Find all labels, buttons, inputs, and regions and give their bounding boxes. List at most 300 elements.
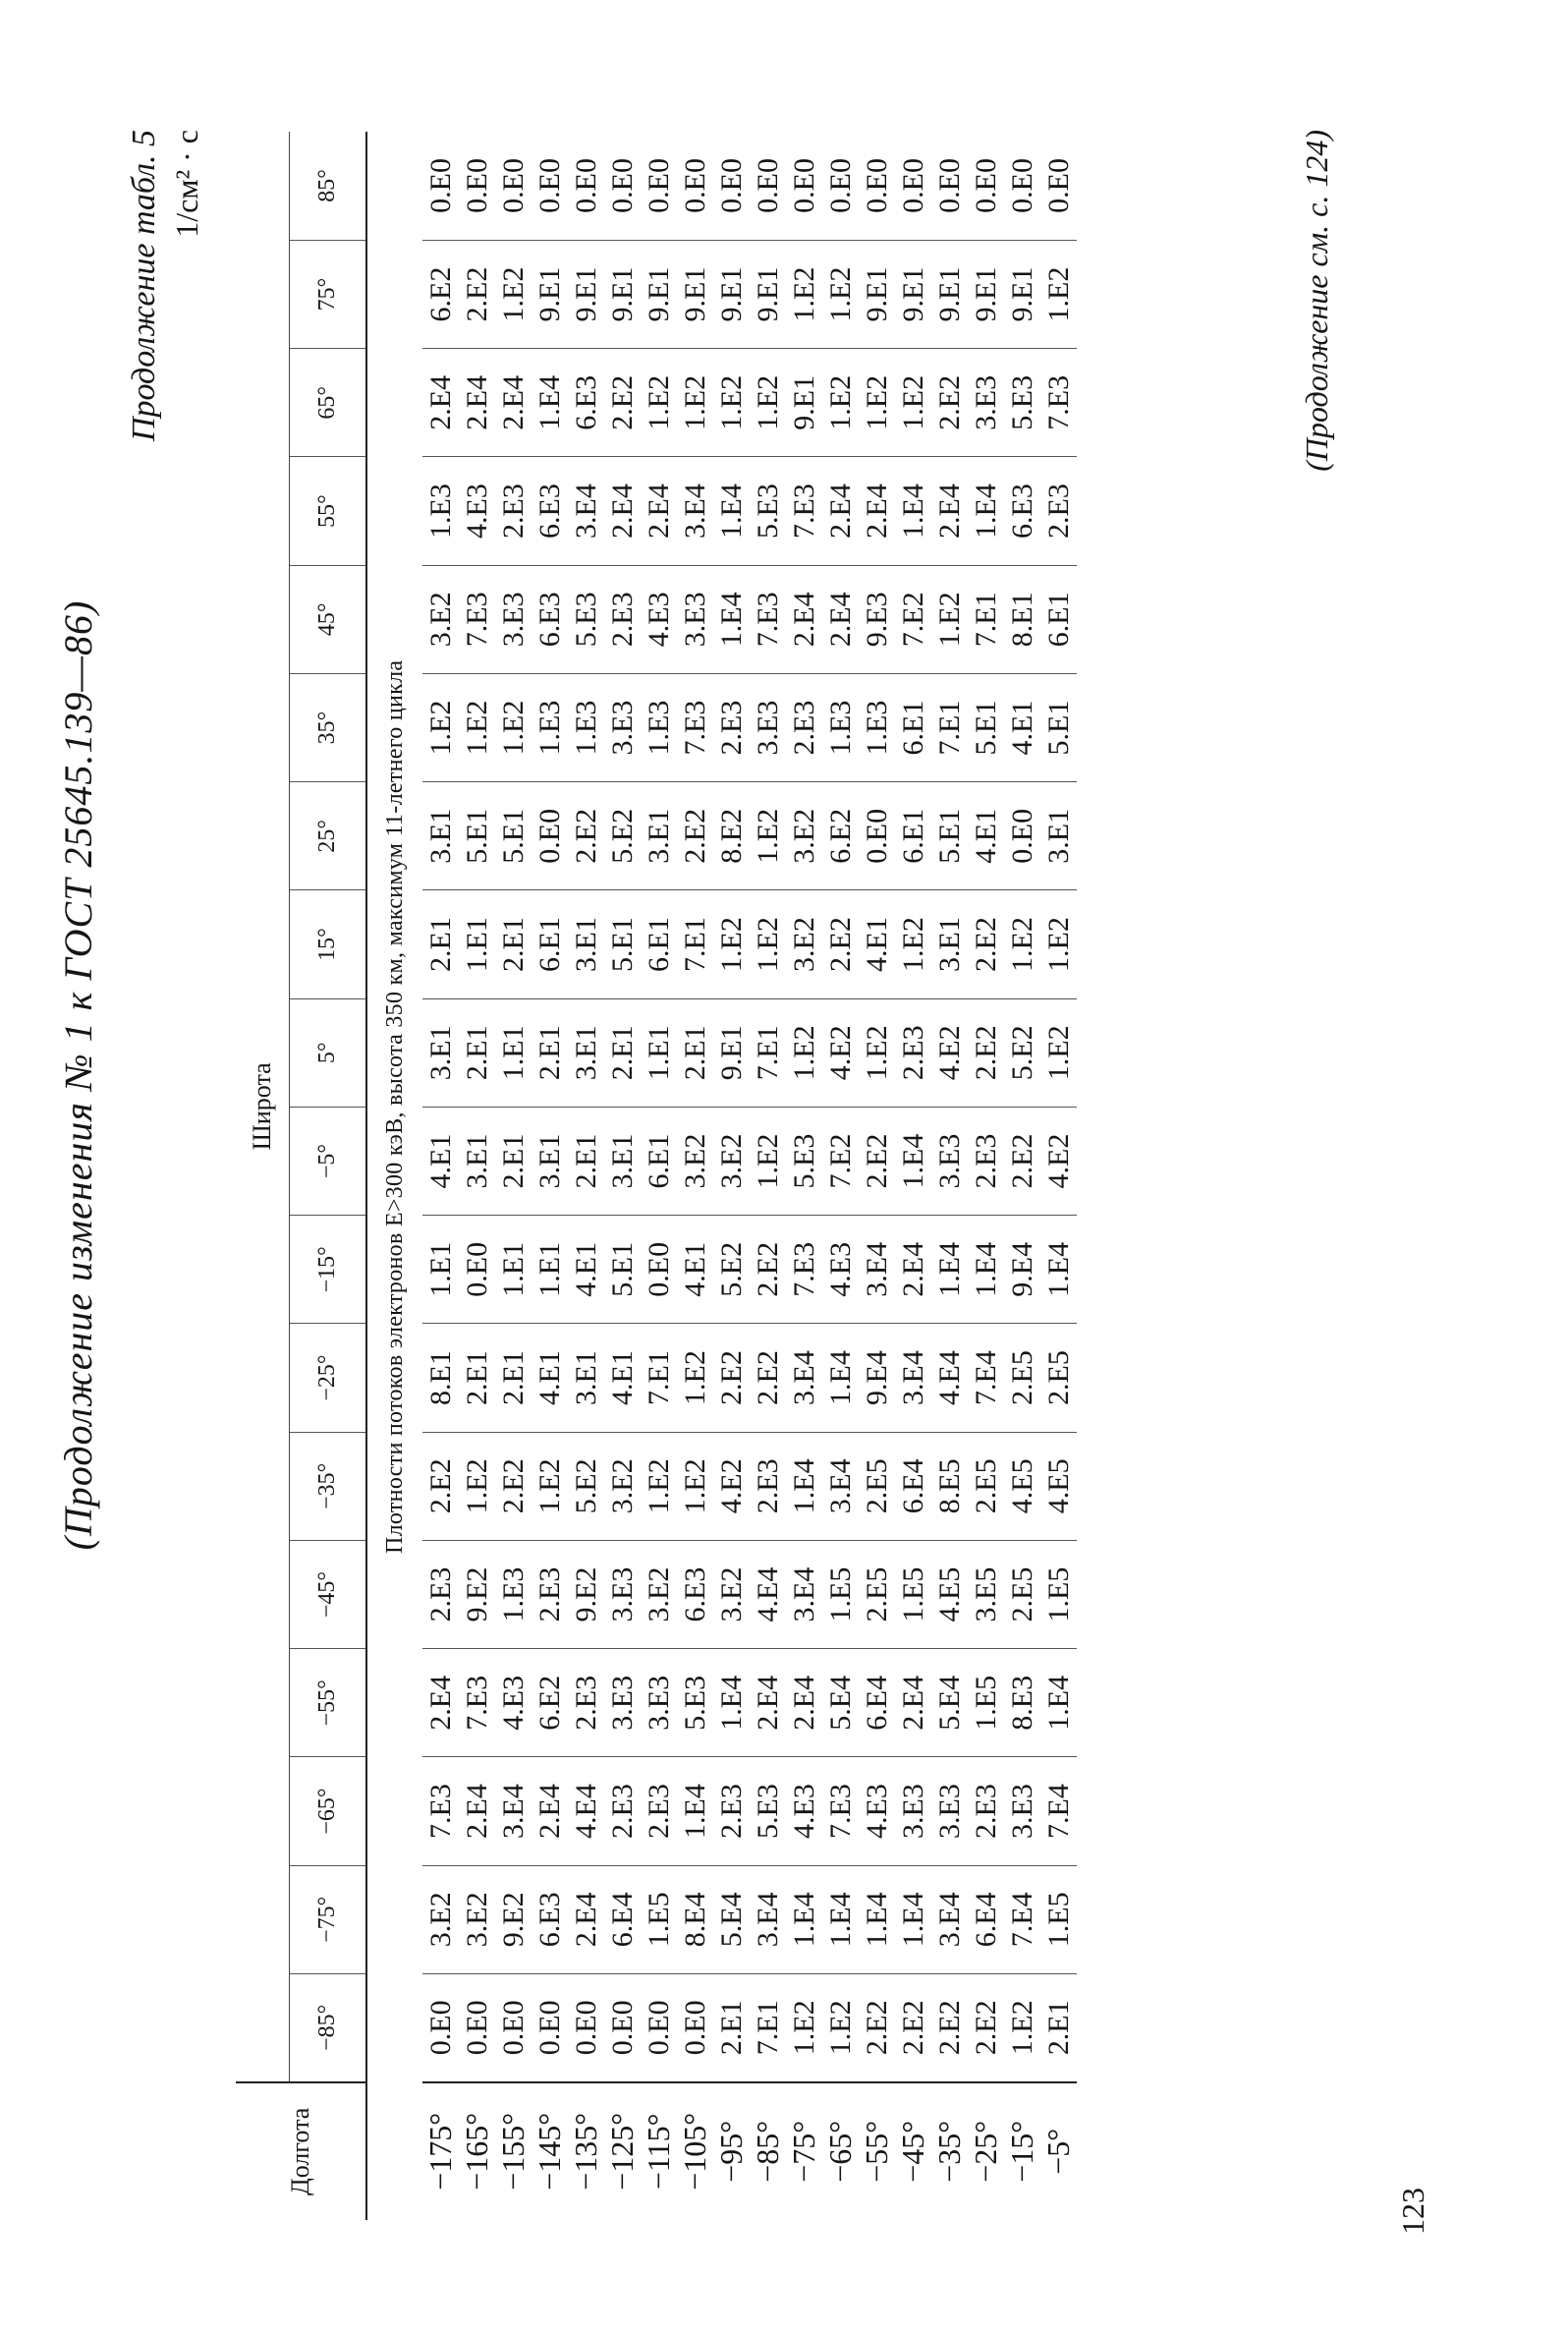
flux-value-cell: 5.E3: [750, 1757, 786, 1865]
flux-value-cell: 2.E4: [495, 349, 532, 457]
flux-value-cell: 7.E3: [786, 1216, 822, 1324]
flux-value-cell: 0.E0: [641, 1216, 677, 1324]
flux-value-cell: 3.E2: [459, 1865, 495, 1973]
page-number: 123: [1395, 2188, 1430, 2235]
flux-value-cell: 3.E3: [604, 673, 641, 781]
longitude-cell: −135°: [568, 2082, 604, 2220]
table-row: [422, 132, 459, 2220]
flux-value-cell: 2.E2: [713, 1324, 750, 1432]
flux-value-cell: 1.E4: [822, 1324, 859, 1432]
flux-value-cell: 3.E1: [568, 890, 604, 998]
flux-value-cell: 3.E3: [604, 1540, 641, 1648]
flux-value-cell: 2.E3: [568, 1649, 604, 1757]
flux-value-cell: 2.E4: [750, 1649, 786, 1757]
flux-value-cell: 0.E0: [568, 1973, 604, 2081]
flux-value-cell: 6.E1: [532, 890, 568, 998]
table-row: [786, 132, 822, 2220]
longitude-cell: −65°: [822, 2082, 859, 2220]
flux-value-cell: 2.E2: [895, 1973, 931, 2081]
table-row: [931, 132, 968, 2220]
longitude-cell: −55°: [859, 2082, 895, 2220]
flux-value-cell: 1.E2: [786, 240, 822, 348]
flux-value-cell: 1.E4: [968, 457, 1004, 565]
flux-value-cell: 3.E1: [931, 890, 968, 998]
table-row: [568, 132, 604, 2220]
flux-value-cell: 3.E3: [604, 1649, 641, 1757]
flux-value-cell: 4.E3: [822, 1216, 859, 1324]
flux-value-cell: 4.E1: [422, 1107, 459, 1215]
flux-value-cell: 4.E1: [859, 890, 895, 998]
flux-value-cell: 4.E5: [931, 1540, 968, 1648]
flux-value-cell: 4.E4: [750, 1540, 786, 1648]
flux-value-cell: 1.E5: [1040, 1540, 1077, 1648]
flux-value-cell: 7.E3: [677, 673, 713, 781]
latitude-header: Широта: [236, 132, 290, 2082]
flux-value-cell: 3.E3: [931, 1107, 968, 1215]
flux-value-cell: 1.E2: [532, 1432, 568, 1540]
table-row: [750, 132, 786, 2220]
longitude-cell: −175°: [422, 2082, 459, 2220]
flux-value-cell: 0.E0: [970, 158, 1002, 213]
flux-value-cell: 6.E3: [532, 565, 568, 673]
latitude-col-header: 65°: [290, 349, 366, 457]
latitude-col-header: −35°: [290, 1432, 366, 1540]
longitude-cell: −25°: [968, 2082, 1004, 2220]
flux-value-cell: 1.E3: [532, 673, 568, 781]
flux-value-cell: 2.E4: [532, 1757, 568, 1865]
flux-value-cell: 2.E1: [1040, 1973, 1077, 2081]
flux-value-cell: 3.E1: [568, 998, 604, 1107]
flux-value-cell: 1.E2: [859, 349, 895, 457]
latitude-col-header: 75°: [290, 240, 366, 348]
flux-value-cell: 0.E0: [495, 1973, 532, 2081]
longitude-cell: −105°: [677, 2082, 713, 2220]
flux-value-cell: 1.E4: [677, 1757, 713, 1865]
flux-value-cell: 1.E4: [713, 1649, 750, 1757]
flux-value-cell: 5.E3: [568, 565, 604, 673]
flux-value-cell: 2.E3: [713, 1757, 750, 1865]
flux-value-cell: 1.E1: [459, 890, 495, 998]
table-continuation-label: Продолжение табл. 5: [126, 130, 162, 442]
flux-value-cell: 7.E3: [459, 1649, 495, 1757]
flux-value-cell: 7.E1: [750, 998, 786, 1107]
flux-value-cell: 4.E3: [859, 1757, 895, 1865]
flux-value-cell: 2.E2: [495, 1432, 532, 1540]
flux-value-cell: 1.E2: [641, 1432, 677, 1540]
flux-value-cell: 3.E1: [641, 782, 677, 890]
flux-value-cell: 8.E3: [1004, 1649, 1040, 1757]
flux-value-cell: 2.E2: [931, 349, 968, 457]
flux-value-cell: 7.E4: [1040, 1757, 1077, 1865]
flux-value-cell: 2.E1: [459, 1324, 495, 1432]
flux-value-cell: 2.E4: [859, 457, 895, 565]
longitude-header: Долгота: [236, 2082, 366, 2220]
latitude-col-header: 5°: [290, 998, 366, 1107]
flux-value-cell: 0.E0: [861, 158, 893, 213]
flux-value-cell: 4.E4: [568, 1757, 604, 1865]
flux-value-cell: 2.E1: [459, 998, 495, 1107]
flux-value-cell: 0.E0: [897, 158, 929, 213]
flux-value-cell: 2.E4: [822, 565, 859, 673]
flux-value-cell: 2.E5: [1004, 1540, 1040, 1648]
flux-value-cell: 0.E0: [1006, 158, 1038, 213]
flux-value-cell: 2.E1: [495, 890, 532, 998]
flux-value-cell: 1.E2: [822, 349, 859, 457]
flux-value-cell: 0.E0: [859, 782, 895, 890]
flux-value-cell: 3.E3: [931, 1757, 968, 1865]
flux-value-cell: 2.E4: [422, 1649, 459, 1757]
flux-value-cell: 9.E1: [750, 240, 786, 348]
flux-value-cell: 1.E4: [968, 1216, 1004, 1324]
flux-value-cell: 6.E1: [895, 673, 931, 781]
flux-value-cell: 3.E1: [1040, 782, 1077, 890]
flux-value-cell: 3.E3: [968, 349, 1004, 457]
flux-value-cell: 6.E1: [895, 782, 931, 890]
flux-value-cell: 1.E3: [568, 673, 604, 781]
flux-value-cell: 1.E3: [641, 673, 677, 781]
flux-value-cell: 1.E5: [968, 1649, 1004, 1757]
flux-value-cell: 6.E4: [968, 1865, 1004, 1973]
flux-value-cell: 1.E1: [532, 1216, 568, 1324]
flux-value-cell: 2.E4: [786, 1649, 822, 1757]
flux-value-cell: 0.E0: [643, 158, 675, 213]
flux-value-cell: 7.E1: [677, 890, 713, 998]
flux-value-cell: 3.E1: [422, 782, 459, 890]
flux-value-cell: 1.E2: [677, 1432, 713, 1540]
flux-value-cell: 1.E2: [677, 1324, 713, 1432]
electron-flux-table: [236, 132, 1077, 2220]
flux-value-cell: 8.E1: [422, 1324, 459, 1432]
flux-value-cell: 2.E3: [713, 673, 750, 781]
flux-value-cell: 2.E2: [968, 1973, 1004, 2081]
flux-value-cell: 8.E1: [1004, 565, 1040, 673]
flux-value-cell: 2.E2: [859, 1973, 895, 2081]
flux-value-cell: 3.E1: [459, 1107, 495, 1215]
flux-value-cell: 1.E2: [822, 1973, 859, 2081]
flux-value-cell: 3.E2: [641, 1540, 677, 1648]
flux-value-cell: 2.E2: [568, 782, 604, 890]
longitude-cell: −85°: [750, 2082, 786, 2220]
flux-value-cell: 5.E3: [1004, 349, 1040, 457]
flux-value-cell: 6.E3: [532, 457, 568, 565]
flux-value-cell: 0.E0: [422, 1973, 459, 2081]
table-row: [459, 132, 495, 2220]
flux-value-cell: 3.E1: [422, 998, 459, 1107]
flux-value-cell: 6.E1: [641, 890, 677, 998]
flux-value-cell: 7.E4: [968, 1324, 1004, 1432]
table-row: [641, 132, 677, 2220]
flux-value-cell: 1.E3: [859, 673, 895, 781]
flux-value-cell: 2.E2: [968, 890, 1004, 998]
longitude-cell: −155°: [495, 2082, 532, 2220]
flux-value-cell: 9.E1: [713, 240, 750, 348]
flux-value-cell: 2.E1: [422, 890, 459, 998]
flux-value-cell: 0.E0: [1042, 158, 1075, 213]
flux-value-cell: 1.E2: [1004, 890, 1040, 998]
flux-value-cell: 2.E4: [604, 457, 641, 565]
flux-value-cell: 3.E3: [495, 565, 532, 673]
flux-value-cell: 2.E4: [641, 457, 677, 565]
flux-value-cell: 9.E1: [968, 240, 1004, 348]
flux-value-cell: 1.E4: [786, 1865, 822, 1973]
flux-value-cell: 1.E2: [495, 673, 532, 781]
flux-value-cell: 2.E3: [786, 673, 822, 781]
flux-value-cell: 2.E4: [822, 457, 859, 565]
section-spacer: [366, 2082, 422, 2220]
flux-value-cell: 3.E4: [495, 1757, 532, 1865]
flux-value-cell: 6.E4: [895, 1432, 931, 1540]
flux-value-cell: 2.E2: [459, 240, 495, 348]
flux-value-cell: 7.E3: [750, 565, 786, 673]
flux-value-cell: 1.E4: [895, 457, 931, 565]
flux-value-cell: 6.E3: [677, 1540, 713, 1648]
flux-value-cell: 2.E1: [568, 1107, 604, 1215]
flux-value-cell: 2.E3: [604, 565, 641, 673]
flux-value-cell: 6.E3: [1004, 457, 1040, 565]
flux-value-cell: 9.E1: [859, 240, 895, 348]
latitude-col-header: −45°: [290, 1540, 366, 1648]
flux-value-cell: 8.E2: [713, 782, 750, 890]
flux-value-cell: 2.E3: [895, 998, 931, 1107]
latitude-col-header: 25°: [290, 782, 366, 890]
flux-value-cell: 9.E1: [713, 998, 750, 1107]
flux-value-cell: 7.E2: [822, 1107, 859, 1215]
flux-value-cell: 1.E2: [750, 782, 786, 890]
flux-value-cell: 9.E1: [895, 240, 931, 348]
flux-value-cell: 2.E5: [859, 1540, 895, 1648]
latitude-col-header: 45°: [290, 565, 366, 673]
flux-value-cell: 1.E4: [1040, 1216, 1077, 1324]
flux-value-cell: 1.E2: [1040, 240, 1077, 348]
flux-value-cell: 7.E3: [786, 457, 822, 565]
flux-value-cell: 7.E1: [641, 1324, 677, 1432]
flux-value-cell: 2.E1: [604, 998, 641, 1107]
flux-value-cell: 6.E4: [859, 1649, 895, 1757]
flux-value-cell: 1.E2: [931, 565, 968, 673]
flux-value-cell: 7.E3: [822, 1757, 859, 1865]
flux-value-cell: 7.E3: [422, 1757, 459, 1865]
flux-value-cell: 1.E5: [641, 1865, 677, 1973]
flux-value-cell: 9.E1: [568, 240, 604, 348]
flux-value-cell: 0.E0: [641, 1973, 677, 2081]
flux-value-cell: 3.E3: [1004, 1757, 1040, 1865]
flux-value-cell: 0.E0: [606, 158, 639, 213]
flux-value-cell: 5.E3: [750, 457, 786, 565]
flux-value-cell: 0.E0: [679, 158, 711, 213]
flux-value-cell: 4.E1: [532, 1324, 568, 1432]
flux-value-cell: 1.E2: [459, 673, 495, 781]
flux-value-cell: 4.E4: [931, 1324, 968, 1432]
flux-value-cell: 1.E2: [677, 349, 713, 457]
page-header-title: (Продолжение изменения № 1 к ГОСТ 25645.139—86): [56, 599, 100, 1551]
longitude-cell: −115°: [641, 2082, 677, 2220]
flux-value-cell: 5.E4: [822, 1649, 859, 1757]
flux-value-cell: 5.E4: [713, 1865, 750, 1973]
flux-value-cell: 2.E4: [895, 1649, 931, 1757]
table-row: [713, 132, 750, 2220]
longitude-cell: −5°: [1040, 2082, 1077, 2220]
flux-value-cell: 5.E2: [568, 1432, 604, 1540]
flux-value-cell: 2.E5: [1040, 1324, 1077, 1432]
flux-value-cell: 5.E2: [604, 782, 641, 890]
flux-value-cell: 3.E4: [931, 1865, 968, 1973]
flux-value-cell: 2.E3: [495, 457, 532, 565]
flux-value-cell: 5.E1: [968, 673, 1004, 781]
latitude-col-header: −5°: [290, 1107, 366, 1215]
flux-value-cell: 4.E3: [495, 1649, 532, 1757]
flux-value-cell: 2.E4: [459, 1757, 495, 1865]
flux-value-cell: 9.E1: [604, 240, 641, 348]
flux-value-cell: 9.E1: [532, 240, 568, 348]
flux-value-cell: 5.E2: [713, 1216, 750, 1324]
flux-value-cell: 1.E2: [822, 240, 859, 348]
flux-value-cell: 4.E3: [641, 565, 677, 673]
flux-value-cell: 3.E3: [750, 673, 786, 781]
flux-value-cell: 1.E2: [1040, 998, 1077, 1107]
latitude-col-header: −25°: [290, 1324, 366, 1432]
flux-value-cell: 0.E0: [461, 158, 493, 213]
table-row: [604, 132, 641, 2220]
flux-value-cell: 1.E1: [422, 1216, 459, 1324]
flux-value-cell: 4.E5: [1004, 1432, 1040, 1540]
latitude-col-header: −65°: [290, 1757, 366, 1865]
flux-value-cell: 3.E4: [750, 1865, 786, 1973]
flux-value-cell: 4.E1: [1004, 673, 1040, 781]
flux-value-cell: 5.E1: [604, 1216, 641, 1324]
table-row: [822, 132, 859, 2220]
flux-value-cell: 2.E3: [750, 1432, 786, 1540]
flux-value-cell: 1.E4: [532, 349, 568, 457]
flux-value-cell: 3.E2: [422, 565, 459, 673]
table-row: [968, 132, 1004, 2220]
flux-value-cell: 2.E1: [495, 1107, 532, 1215]
flux-value-cell: 9.E1: [641, 240, 677, 348]
flux-value-cell: 1.E1: [641, 998, 677, 1107]
flux-value-cell: 5.E1: [495, 782, 532, 890]
longitude-cell: −145°: [532, 2082, 568, 2220]
flux-value-cell: 1.E4: [822, 1865, 859, 1973]
table-row: [532, 132, 568, 2220]
flux-value-cell: 1.E2: [859, 998, 895, 1107]
flux-value-cell: 2.E4: [459, 349, 495, 457]
flux-value-cell: 1.E5: [895, 1540, 931, 1648]
section-title: Плотности потоков электронов E>300 кэВ, высота 350 км, максимум 11-летнего цикла: [381, 659, 408, 1554]
flux-value-cell: 2.E2: [1004, 1107, 1040, 1215]
flux-value-cell: 0.E0: [459, 1973, 495, 2081]
flux-value-cell: 9.E2: [568, 1540, 604, 1648]
flux-value-cell: 3.E1: [568, 1324, 604, 1432]
table-row: [859, 132, 895, 2220]
flux-value-cell: 2.E3: [1040, 457, 1077, 565]
flux-value-cell: 1.E4: [859, 1865, 895, 1973]
flux-value-cell: 0.E0: [532, 782, 568, 890]
flux-value-cell: 3.E1: [532, 1107, 568, 1215]
flux-value-cell: 2.E2: [422, 1432, 459, 1540]
flux-value-cell: 1.E5: [822, 1540, 859, 1648]
flux-value-cell: 7.E2: [895, 565, 931, 673]
flux-value-cell: 5.E3: [677, 1649, 713, 1757]
latitude-col-header: −55°: [290, 1649, 366, 1757]
flux-value-cell: 2.E3: [968, 1757, 1004, 1865]
flux-value-cell: 2.E1: [532, 998, 568, 1107]
flux-value-cell: 3.E4: [822, 1432, 859, 1540]
flux-value-cell: 2.E5: [1004, 1324, 1040, 1432]
flux-value-cell: 1.E2: [459, 1432, 495, 1540]
flux-value-cell: 2.E4: [931, 457, 968, 565]
flux-value-cell: 9.E2: [495, 1865, 532, 1973]
flux-value-cell: 2.E1: [713, 1973, 750, 2081]
flux-value-cell: 3.E4: [859, 1216, 895, 1324]
flux-value-cell: 0.E0: [788, 158, 820, 213]
flux-value-cell: 2.E3: [968, 1107, 1004, 1215]
flux-value-cell: 3.E2: [422, 1865, 459, 1973]
flux-value-cell: 1.E2: [1040, 890, 1077, 998]
latitude-col-header: 35°: [290, 673, 366, 781]
flux-value-cell: 1.E2: [750, 349, 786, 457]
flux-value-cell: 6.E4: [604, 1865, 641, 1973]
flux-value-cell: 0.E0: [1004, 782, 1040, 890]
flux-value-cell: 1.E2: [786, 1973, 822, 2081]
flux-value-cell: 1.E2: [750, 890, 786, 998]
flux-value-cell: 9.E3: [859, 565, 895, 673]
latitude-col-header: 15°: [290, 890, 366, 998]
flux-value-cell: 0.E0: [604, 1973, 641, 2081]
flux-value-cell: 3.E4: [786, 1324, 822, 1432]
flux-value-cell: 2.E3: [604, 1757, 641, 1865]
longitude-cell: −125°: [604, 2082, 641, 2220]
flux-value-cell: 9.E4: [859, 1324, 895, 1432]
flux-value-cell: 2.E2: [604, 349, 641, 457]
flux-value-cell: 1.E5: [1040, 1865, 1077, 1973]
table-row: [895, 132, 931, 2220]
table-row: [677, 132, 713, 2220]
flux-value-cell: 4.E5: [1040, 1432, 1077, 1540]
flux-value-cell: 8.E4: [677, 1865, 713, 1973]
latitude-col-header: −75°: [290, 1865, 366, 1973]
flux-value-cell: 0.E0: [715, 158, 748, 213]
flux-value-cell: 1.E4: [931, 1216, 968, 1324]
flux-value-cell: 1.E4: [713, 565, 750, 673]
flux-value-cell: 8.E5: [931, 1432, 968, 1540]
flux-value-cell: 3.E3: [641, 1649, 677, 1757]
flux-value-cell: 7.E3: [1040, 349, 1077, 457]
flux-value-cell: 4.E1: [568, 1216, 604, 1324]
flux-value-cell: 0.E0: [752, 158, 784, 213]
flux-value-cell: 7.E4: [1004, 1865, 1040, 1973]
flux-value-cell: 5.E4: [931, 1649, 968, 1757]
flux-value-cell: 3.E2: [713, 1107, 750, 1215]
flux-value-cell: 1.E3: [822, 673, 859, 781]
flux-value-cell: 9.E1: [786, 349, 822, 457]
flux-value-cell: 2.E2: [677, 782, 713, 890]
flux-value-cell: 3.E2: [713, 1540, 750, 1648]
flux-value-cell: 4.E1: [604, 1324, 641, 1432]
flux-value-cell: 6.E2: [532, 1649, 568, 1757]
flux-value-cell: 1.E4: [895, 1865, 931, 1973]
flux-value-cell: 6.E2: [422, 240, 459, 348]
flux-value-cell: 0.E0: [424, 158, 457, 213]
flux-value-cell: 9.E2: [459, 1540, 495, 1648]
flux-value-cell: 9.E1: [677, 240, 713, 348]
flux-value-cell: 2.E4: [568, 1865, 604, 1973]
flux-value-cell: 3.E2: [677, 1107, 713, 1215]
flux-value-cell: 4.E1: [968, 782, 1004, 890]
flux-value-cell: 1.E1: [495, 1216, 532, 1324]
flux-value-cell: 5.E1: [459, 782, 495, 890]
flux-value-cell: 6.E3: [532, 1865, 568, 1973]
flux-value-cell: 2.E2: [750, 1216, 786, 1324]
units-label: 1/см² · с: [169, 130, 204, 238]
